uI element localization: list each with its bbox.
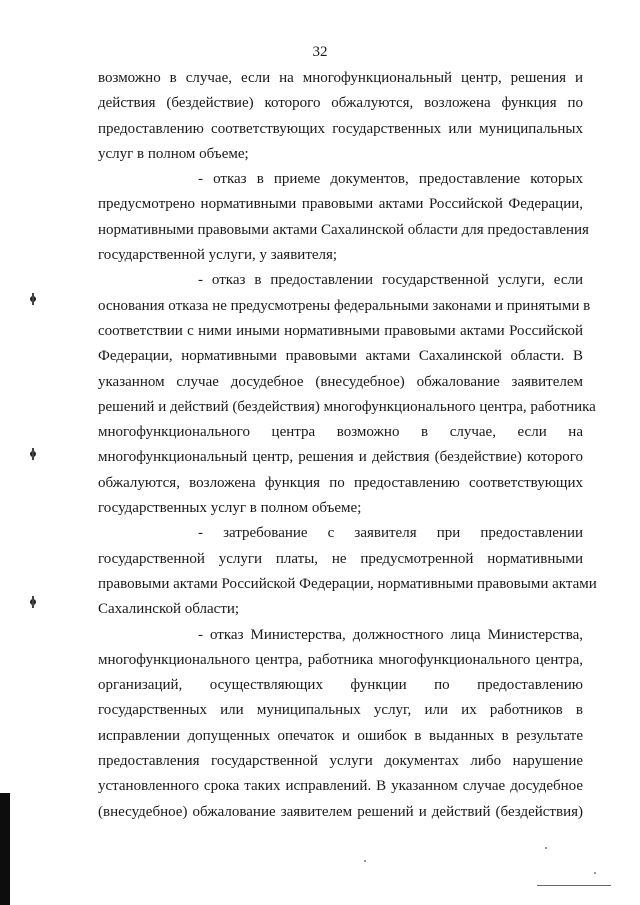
text-line: организаций, осуществляющих функции по предоставлению xyxy=(98,677,583,694)
text-line: государственной услуги, у заявителя; xyxy=(98,247,338,264)
scan-speck xyxy=(594,872,596,874)
text-line: многофункционального центра, работника многофункционального центра, xyxy=(98,651,583,668)
text-line: - отказ в предоставлении государственной услуги, если xyxy=(198,272,583,289)
scan-artifact-line xyxy=(537,885,611,886)
text-line: государственных или муниципальных услуг, или их работников в xyxy=(98,702,583,719)
text-line: возможно в случае, если на многофункциональный центр, решения и xyxy=(98,70,583,86)
text-line: предусмотрено нормативными правовыми актами Российской Федерации, xyxy=(98,196,583,213)
text-line: государственных услуг в полном объеме; xyxy=(98,500,362,517)
page-number: 32 xyxy=(312,44,328,60)
text-line: Сахалинской области; xyxy=(98,601,240,618)
text-line: основания отказа не предусмотрены федеральными законами и принятыми в xyxy=(98,297,591,314)
text-line: многофункционального центра возможно в случае, если на xyxy=(98,424,583,441)
text-line: - отказ в приеме документов, предоставление которых xyxy=(198,171,583,188)
text-line: нормативными правовыми актами Сахалинской области для предоставления xyxy=(98,221,589,238)
document-body xyxy=(98,66,597,825)
binder-hole-mark xyxy=(30,296,36,302)
text-line: решений и действий (бездействия) многофункционального центра, работника xyxy=(98,398,596,415)
text-line: предоставления государственной услуги документах либо нарушение xyxy=(98,753,583,770)
scan-edge-shadow xyxy=(0,793,10,905)
binder-hole-mark xyxy=(30,451,36,457)
text-line: исправлении допущенных опечаток и ошибок в выданных в результате xyxy=(98,727,583,744)
text-line: (внесудебное) обжалование заявителем решений и действий (бездействия) xyxy=(98,803,583,820)
text-line: - отказ Министерства, должностного лица Министерства, xyxy=(198,626,583,643)
text-line: предоставлению соответствующих государственных или муниципальных xyxy=(98,120,583,137)
text-line: многофункциональный центр, решения и действия (бездействие) которого xyxy=(98,449,583,466)
text-line: Федерации, нормативными правовыми актами Сахалинской области. В xyxy=(98,348,583,365)
text-line: обжалуются, возложена функция по предоставлению соответствующих xyxy=(98,474,583,491)
text-line: услуг в полном объеме; xyxy=(98,145,249,162)
scan-speck xyxy=(364,860,366,862)
text-line: действия (бездействие) которого обжалуются, возложена функция по xyxy=(98,95,583,112)
scan-speck xyxy=(545,847,547,849)
text-line: указанном случае досудебное (внесудебное) обжалование заявителем xyxy=(98,373,583,390)
text-line: установленного срока таких исправлений. В указанном случае досудебное xyxy=(98,778,583,795)
text-line: соответствии с ними иными нормативными правовыми актами Российской xyxy=(98,322,583,339)
binder-hole-mark xyxy=(30,599,36,605)
text-line: государственной услуги платы, не предусмотренной нормативными xyxy=(98,550,583,567)
text-line: правовыми актами Российской Федерации, нормативными правовыми актами xyxy=(98,575,597,592)
text-line: - затребование с заявителя при предоставлении xyxy=(198,525,583,542)
